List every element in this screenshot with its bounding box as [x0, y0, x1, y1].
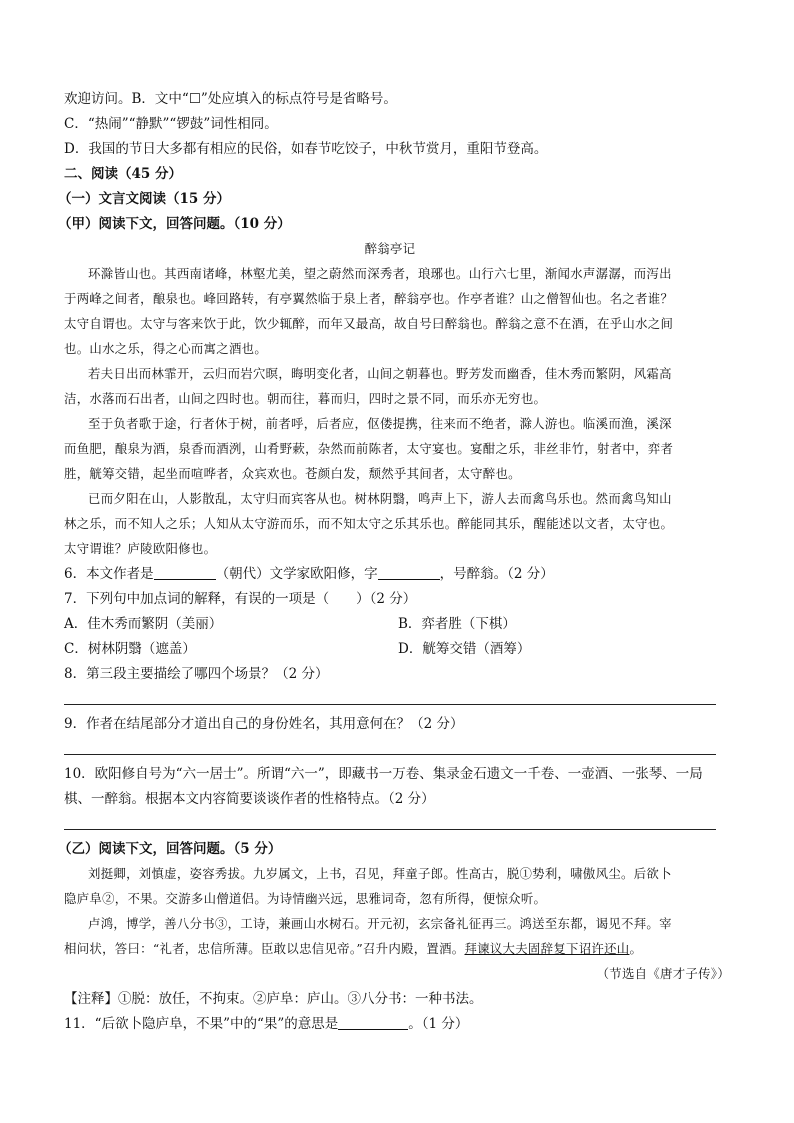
- question-11: [64, 1014, 468, 1034]
- underlined-sentence: 拜谏议大夫固辞复下诏许还山: [464, 941, 630, 956]
- answer-blank-q11[interactable]: [338, 1015, 408, 1030]
- passage-line: 环滁皆山也。其西南诸峰，林壑尤美，望之蔚然而深秀者，琅琊也。山行六七里，渐闻水声潺潺，而泻出: [88, 266, 672, 281]
- annotation-notes: 【注释】①脱：放任，不拘束。②庐阜：庐山。③八分书：一种书法。: [64, 991, 483, 1007]
- passage-line: 而鱼肥，酿泉为酒，泉香而酒洌，山肴野蔌，杂然而前陈者，太守宴也。宴酣之乐，非丝非竹，射者中，弈者: [64, 441, 674, 456]
- option-d-text: D．我国的节日大多都有相应的民俗，如春节吃饺子，中秋节赏月，重阳节登高。: [64, 141, 548, 157]
- question-8: 8．第三段主要描绘了哪四个场景？（2 分）: [64, 666, 329, 682]
- option-b-text: 欢迎访问。B．文中“☐”处应填入的标点符号是省略号。: [64, 91, 397, 107]
- question-11-part2: 。（1 分）: [408, 1016, 469, 1032]
- passage-line: 也。山水之乐，得之心而寓之酒也。: [64, 341, 268, 356]
- answer-blank-dynasty[interactable]: [154, 565, 216, 580]
- passage-yi-line: 隐庐阜②，不果。交游多山僧道侣。为诗情幽兴远，思雅词奇，忽有所得，便惊众听。: [64, 891, 547, 906]
- question-9: 9．作者在结尾部分才道出自己的身份姓名，其用意何在？（2 分）: [64, 716, 464, 732]
- question-7-option-d: D．觥筹交错（酒筹）: [398, 641, 531, 657]
- subsection-heading-classical: （一）文言文阅读（15 分）: [58, 191, 230, 207]
- question-6-part1: 6．本文作者是: [64, 566, 154, 582]
- passage-line: 已而夕阳在山，人影散乱，太守归而宾客从也。树林阴翳，鸣声上下，游人去而禽鸟乐也。然而禽鸟知山: [88, 491, 672, 506]
- answer-line-q9[interactable]: [64, 754, 716, 755]
- answer-blank-courtesy-name[interactable]: [378, 565, 440, 580]
- question-7-option-a: A．佳木秀而繁阴（美丽）: [64, 616, 223, 632]
- question-6-part3: ，号醉翁。（2 分）: [439, 566, 554, 582]
- passage-yi-period: 。: [629, 941, 643, 956]
- passage-yi-heading: （乙）阅读下文，回答问题。（5 分）: [58, 841, 282, 857]
- passage-yi-text: 相问状，答曰：“礼者，忠信所薄。臣敢以忠信见帝。”召升内殿，置酒。: [64, 941, 465, 956]
- passage-yi-line: 卢鸿，博学，善八分书③，工诗，兼画山水树石。开元初，玄宗备礼征再三。鸿送至东都，谒见不拜。宰: [88, 916, 672, 931]
- passage-line: 若夫日出而林霏开，云归而岩穴暝，晦明变化者，山间之朝暮也。野芳发而幽香，佳木秀而繁阴，风霜高: [88, 366, 672, 381]
- passage-yi-line: [64, 939, 642, 959]
- passage-line: 太守自谓也。太守与客来饮于此，饮少辄醉，而年又最高，故自号曰醉翁也。醉翁之意不在酒，在乎山水之间: [64, 316, 674, 331]
- question-7-option-b: B．弈者胜（下棋）: [398, 616, 516, 632]
- question-7: 7．下列句中加点词的解释，有误的一项是（ ）（2 分）: [64, 591, 417, 607]
- question-10-line2: 棋、一醉翁。根据本文内容简要谈谈作者的性格特点。（2 分）: [64, 791, 435, 807]
- passage-line: 太守谓谁？庐陵欧阳修也。: [64, 541, 217, 556]
- answer-line-q10[interactable]: [64, 829, 716, 830]
- question-10-line1: 10．欧阳修自号为“六一居士”。所谓“六一”，即藏书一万卷、集录金石遗文一千卷、一壶酒、一张琴、一局: [64, 766, 703, 782]
- question-6: [64, 564, 554, 584]
- passage-line: 林之乐，而不知人之乐；人知从太守游而乐，而不知太守之乐其乐也。醉能同其乐，醒能述以文者，太守也。: [64, 516, 674, 531]
- passage-line: 至于负者歌于途，行者休于树，前者呼，后者应，伛偻提携，往来而不绝者，滁人游也。临溪而渔，溪深: [88, 416, 672, 431]
- section-heading-reading: 二、阅读（45 分）: [64, 166, 182, 182]
- passage-title: 醉翁亭记: [364, 241, 416, 256]
- answer-line-q8[interactable]: [64, 704, 716, 705]
- question-6-part2: （朝代）文学家欧阳修，字: [215, 566, 378, 582]
- question-7-option-c: C．树林阴翳（遮盖）: [64, 641, 196, 657]
- question-11-part1: 11．“后欲卜隐庐阜，不果”中的“果”的意思是: [64, 1016, 339, 1032]
- passage-line: 洁，水落而石出者，山间之四时也。朝而往，暮而归，四时之景不同，而乐亦无穷也。: [64, 391, 547, 406]
- passage-line: 于两峰之间者，酿泉也。峰回路转，有亭翼然临于泉上者，醉翁亭也。作亭者谁？山之僧智仙也。名之者谁？: [64, 291, 674, 306]
- option-c-text: C．“热闹”“静默”“锣鼓”词性相同。: [64, 116, 278, 132]
- passage-jia-heading: （甲）阅读下文，回答问题。（10 分）: [58, 216, 291, 232]
- passage-yi-line: 刘挺卿，刘慎虚，姿容秀拔。九岁属文，上书，召见，拜童子郎。性高古，脱①势利，啸傲风尘。后欲卜: [88, 866, 672, 881]
- source-citation: （节选自《唐才子传》）: [596, 966, 730, 981]
- passage-line: 胜，觥筹交错，起坐而喧哗者，众宾欢也。苍颜白发，颓然乎其间者，太守醉也。: [64, 466, 521, 481]
